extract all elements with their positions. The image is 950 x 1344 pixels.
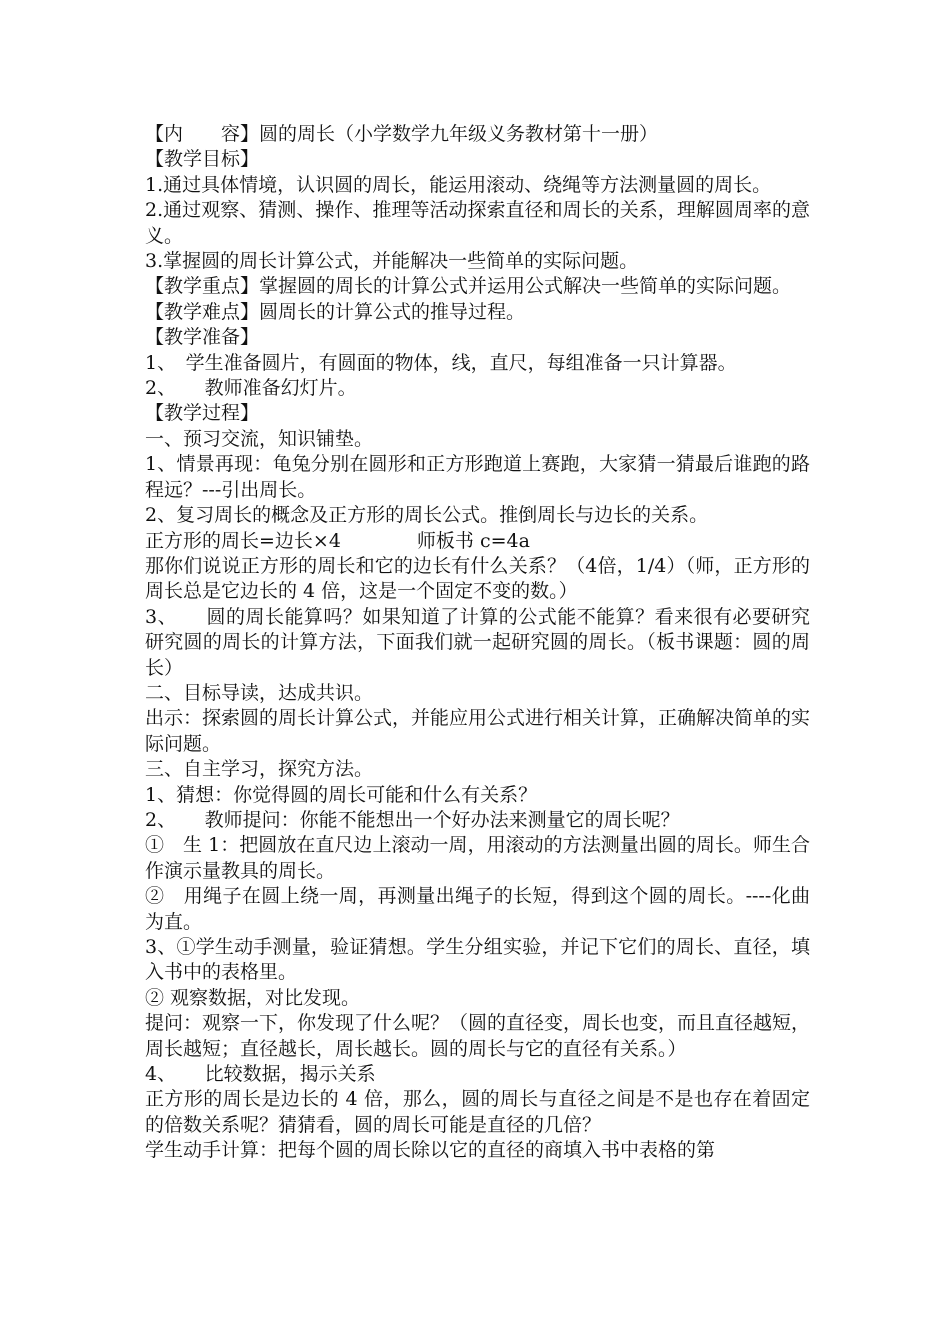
step-three-item-3: 3、①学生动手测量，验证猜想。学生分组实验，并记下它们的周长、直径，填入书中的表格里。	[145, 936, 810, 984]
content-line: 【内 容】圆的周长（小学数学九年级义务教材第十一册）	[145, 123, 659, 145]
step-three-item-1: 1、猜想：你觉得圆的周长可能和什么有关系？	[145, 783, 538, 806]
section-heading-process: 【教学过程】	[145, 402, 260, 425]
step-three-item-2: 2、 教师提问：你能不能想出一个好办法来测量它的周长呢？	[145, 808, 680, 831]
step-one-item-1: 1、情景再现：龟兔分别在圆形和正方形跑道上赛跑，大家猜一猜最后谁跑的路程远？---引出周长。	[145, 453, 810, 501]
step-one-item-3: 3、 圆的周长能算吗？如果知道了计算的公式能不能算？看来很有必要研究研究圆的周长的计算方法，下面我们就一起研究圆的周长。（板书课题：圆的周长）	[145, 605, 810, 679]
student-calculation: 学生动手计算：把每个圆的周长除以它的直径的商填入书中表格的第	[145, 1139, 716, 1162]
key-point: 【教学重点】掌握圆的周长的计算公式并运用公式解决一些简单的实际问题。	[145, 275, 792, 298]
step-two-heading: 二、目标导读，达成共识。	[145, 681, 374, 704]
square-formula-line: 正方形的周长=边长×4 师板书 c=4a	[145, 529, 530, 552]
section-heading-objectives: 【教学目标】	[145, 148, 260, 171]
objective-2: 2.通过观察、猜测、操作、推理等活动探索直径和周长的关系，理解圆周率的意义。	[145, 199, 810, 247]
preparation-1: 1、 学生准备圆片，有圆面的物体，线，直尺，每组准备一只计算器。	[145, 351, 737, 374]
objective-3: 3.掌握圆的周长计算公式，并能解决一些简单的实际问题。	[145, 250, 639, 273]
observe-data: ② 观察数据，对比发现。	[145, 986, 361, 1009]
step-three-item-4: 4、 比较数据，揭示关系	[145, 1063, 376, 1086]
step-two-show: 出示：探索圆的周长计算公式，并能应用公式进行相关计算，正确解决简单的实际问题。	[145, 707, 811, 755]
step-one-item-2: 2、复习周长的概念及正方形的周长公式。推倒周长与边长的关系。	[145, 504, 709, 527]
preparation-2: 2、 教师准备幻灯片。	[145, 377, 357, 400]
objective-1: 1.通过具体情境，认识圆的周长，能运用滚动、绕绳等方法测量圆的周长。	[145, 173, 772, 196]
step-three-heading: 三、自主学习，探究方法。	[145, 758, 374, 781]
method-2: ② 用绳子在圆上绕一周，再测量出绳子的长短，得到这个圆的周长。----化曲为直。	[145, 885, 810, 933]
ratio-question: 正方形的周长是边长的 4 倍，那么，圆的周长与直径之间是不是也存在着固定的倍数关系呢？猜猜看，圆的周长可能是直径的几倍？	[145, 1088, 810, 1136]
step-one-heading: 一、预习交流，知识铺垫。	[145, 427, 374, 450]
section-heading-preparation: 【教学准备】	[145, 326, 260, 349]
observe-question: 提问：观察一下，你发现了什么呢？（圆的直径变，周长也变，而且直径越短，周长越短；直径越长，周长越长。圆的周长与它的直径有关系。）	[145, 1012, 811, 1060]
method-1: ① 生 1：把圆放在直尺边上滚动一周，用滚动的方法测量出圆的周长。师生合作演示量教具的周长。	[145, 834, 810, 882]
difficult-point: 【教学难点】圆周长的计算公式的推导过程。	[145, 300, 526, 323]
document-page	[145, 122, 810, 1164]
square-relation-question: 那你们说说正方形的周长和它的边长有什么关系？（4倍，1/4）（师，正方形的周长总是它边长的 4 倍，这是一个固定不变的数。）	[145, 554, 810, 603]
